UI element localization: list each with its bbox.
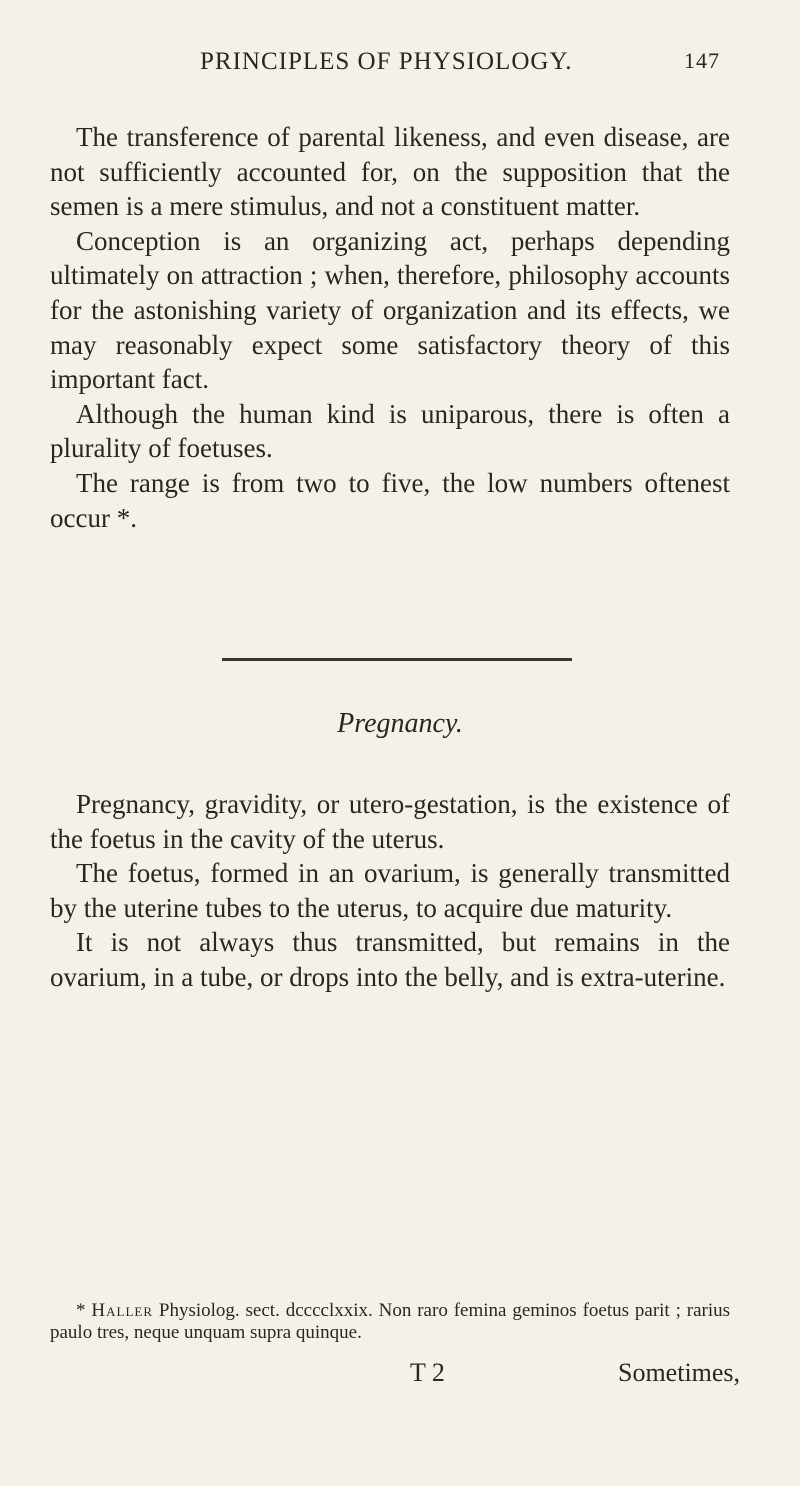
footnote xyxy=(50,1300,730,1344)
body-text-bottom xyxy=(50,787,730,995)
paragraph: Although the human kind is uniparous, there is often a plurality of foetuses. xyxy=(50,398,730,464)
running-title: PRINCIPLES OF PHYSIOLOGY. xyxy=(200,48,573,75)
paragraph: It is not always thus transmitted, but remains in the ovarium, in a tube, or drops into the belly, and is extra-uterine. xyxy=(50,927,730,992)
signature-mark: T 2 xyxy=(410,1358,445,1387)
page-number: 147 xyxy=(684,48,720,73)
page-footer xyxy=(0,1358,800,1388)
footnote-author: Haller xyxy=(91,1300,153,1321)
paragraph: The range is from two to five, the low numbers oftenest occur *. xyxy=(50,467,730,533)
section-heading: Pregnancy. xyxy=(337,708,463,739)
catchword: Sometimes, xyxy=(618,1358,741,1387)
footnote-text: Physiolog. sect. dcccclxxix. Non raro femina geminos foetus parit ; rarius paulo tres, neque unquam supra quinque. xyxy=(50,1300,731,1343)
paragraph: The transference of parental likeness, and even disease, are not sufficiently accounted for, on the supposition that the semen is a mere stimulus, and not a constituent matter. xyxy=(50,122,730,222)
footnote-marker: * xyxy=(76,1300,86,1321)
paragraph: The foetus, formed in an ovarium, is generally transmitted by the uterine tubes to the uterus, to acquire due maturity. xyxy=(50,858,730,923)
section-divider xyxy=(222,658,572,661)
paragraph: Conception is an organizing act, perhaps depending ultimately on attraction ; when, therefore, philosophy accounts for the astonishing variety of organization and its effects, we may reasonably expect some satisfactory theory of this important fact. xyxy=(50,225,730,395)
body-text-top xyxy=(50,120,730,535)
running-head xyxy=(200,48,720,76)
paragraph: Pregnancy, gravidity, or utero-gestation, is the existence of the foetus in the cavity of the uterus. xyxy=(50,789,730,854)
